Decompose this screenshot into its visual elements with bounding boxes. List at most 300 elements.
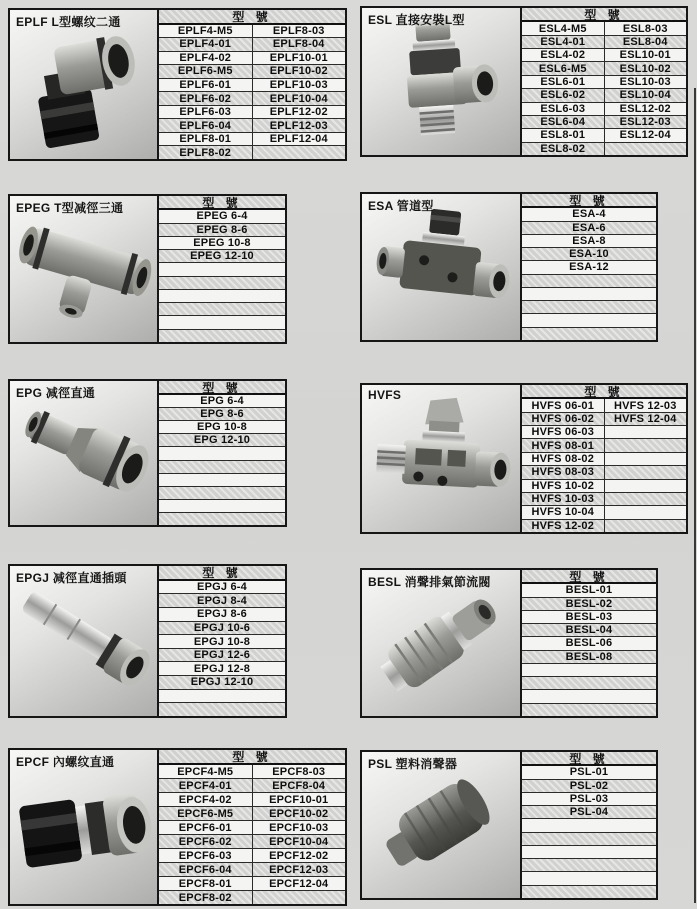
model-cell: EPG 8-6 <box>200 408 244 421</box>
model-cell: EPCF6-M5 <box>177 807 234 820</box>
model-cell: PSL-01 <box>569 766 609 779</box>
table-row <box>522 859 656 872</box>
model-cell: ESL4-01 <box>540 35 586 48</box>
table-row <box>159 690 285 704</box>
model-table-hvfs <box>522 383 688 534</box>
model-cell: ESL10-01 <box>604 49 687 61</box>
model-cell: EPCF10-03 <box>252 821 346 834</box>
model-table-header: 型 號 <box>159 10 345 25</box>
model-cell <box>522 275 656 287</box>
model-cell: HVFS 10-02 <box>531 479 595 492</box>
model-table-header: 型 號 <box>159 750 345 765</box>
model-cell: ESL12-03 <box>604 116 687 128</box>
table-row <box>522 22 686 35</box>
table-row <box>159 581 285 595</box>
model-cell: EPLF6-M5 <box>177 65 233 78</box>
model-table-header: 型 號 <box>522 570 656 584</box>
model-cell: ESL12-02 <box>604 103 687 115</box>
model-cell: EPLF6-02 <box>179 92 232 105</box>
table-row <box>522 466 686 479</box>
table-row <box>159 821 345 835</box>
model-cell: EPEG 6-4 <box>196 210 248 223</box>
epcf-photo-box <box>8 748 159 906</box>
table-row <box>522 677 656 690</box>
table-row <box>522 846 656 859</box>
table-row <box>159 133 345 147</box>
table-row <box>159 474 285 487</box>
model-cell: HVFS 06-01 <box>531 399 595 412</box>
model-cell: EPLF10-04 <box>252 92 346 105</box>
model-cell: EPCF8-02 <box>178 891 232 904</box>
model-cell: HVFS 12-03 <box>604 399 687 411</box>
table-row <box>522 637 656 650</box>
model-cell <box>522 704 656 716</box>
model-cell <box>604 439 687 451</box>
table-row <box>159 793 345 807</box>
model-cell: EPLF4-M5 <box>177 24 233 37</box>
table-row <box>159 487 285 500</box>
model-cell <box>604 480 687 492</box>
model-table-epgj <box>159 564 287 718</box>
model-cell: EPGJ 12-10 <box>190 676 254 689</box>
model-cell <box>604 453 687 465</box>
besl-muffler-throttle-photo <box>362 570 520 716</box>
table-row <box>159 835 345 849</box>
table-row <box>159 863 345 877</box>
model-cell: EPG 10-8 <box>197 421 247 434</box>
table-row <box>522 76 686 89</box>
model-cell <box>159 316 285 328</box>
section-title: BESL 消聲排氣節流閥 <box>368 575 491 589</box>
model-cell: EPEG 8-6 <box>196 223 248 236</box>
table-row <box>522 222 656 235</box>
model-table-epg <box>159 379 287 527</box>
model-cell <box>522 301 656 313</box>
model-cell <box>604 506 687 518</box>
model-cell: EPCF10-04 <box>252 835 346 848</box>
table-row <box>522 143 686 155</box>
table-row <box>522 584 656 597</box>
model-cell: ESL8-03 <box>604 22 687 34</box>
model-cell: EPCF6-03 <box>178 849 232 862</box>
model-table-header: 型 號 <box>522 8 686 22</box>
model-cell <box>159 703 285 716</box>
table-row <box>522 766 656 779</box>
section-title: EPGJ 减徑直通插頭 <box>16 571 127 585</box>
model-cell: ESL8-02 <box>540 142 586 155</box>
table-row <box>159 250 285 263</box>
model-cell: EPLF8-03 <box>252 25 346 38</box>
table-row <box>522 690 656 703</box>
table-row <box>522 235 656 248</box>
section-epeg <box>8 194 287 344</box>
table-row <box>522 651 656 664</box>
model-cell: EPGJ 10-8 <box>193 635 251 648</box>
table-row <box>159 408 285 421</box>
table-row <box>522 314 656 327</box>
table-row <box>159 807 345 821</box>
model-cell <box>159 513 285 525</box>
model-cell: EPCF8-03 <box>252 765 346 778</box>
table-row <box>522 493 686 506</box>
model-cell: ESA-12 <box>569 261 609 274</box>
table-row <box>159 703 285 716</box>
table-row <box>159 662 285 676</box>
model-cell <box>522 328 656 340</box>
section-psl <box>360 750 658 900</box>
model-cell: EPLF12-02 <box>252 106 346 119</box>
table-row <box>522 806 656 819</box>
table-row <box>522 301 656 314</box>
table-row <box>522 275 656 288</box>
table-row <box>159 237 285 250</box>
model-cell <box>604 493 687 505</box>
table-row <box>522 426 686 439</box>
table-row <box>522 36 686 49</box>
model-cell: EPGJ 6-4 <box>197 580 247 593</box>
model-table-header: 型 號 <box>159 381 285 395</box>
model-cell <box>522 872 656 884</box>
psl-photo-box <box>360 750 522 900</box>
model-cell <box>604 143 687 155</box>
model-cell: PSL-02 <box>569 779 609 792</box>
model-cell: EPLF10-03 <box>252 79 346 92</box>
model-cell: EPCF4-01 <box>178 779 232 792</box>
model-cell: EPGJ 12-8 <box>193 662 251 675</box>
table-row <box>159 65 345 79</box>
section-epg <box>8 379 287 527</box>
table-row <box>159 92 345 106</box>
table-row <box>159 79 345 93</box>
table-row <box>159 513 285 525</box>
table-row <box>159 146 345 159</box>
model-cell <box>522 314 656 326</box>
section-title: PSL 塑料消聲器 <box>368 757 458 771</box>
model-cell: ESA-4 <box>572 208 606 221</box>
table-row <box>522 62 686 75</box>
table-row <box>522 872 656 885</box>
table-row <box>522 399 686 412</box>
table-row <box>159 263 285 276</box>
model-cell <box>604 466 687 478</box>
model-cell <box>159 277 285 289</box>
eplf-elbow-fitting-photo <box>10 10 157 159</box>
section-title: EPCF 內螺纹直通 <box>16 755 115 769</box>
model-cell: HVFS 08-01 <box>531 439 595 452</box>
model-cell <box>159 447 285 459</box>
model-cell: EPCF8-04 <box>252 779 346 792</box>
model-table-header: 型 號 <box>522 194 656 208</box>
section-hvfs <box>360 383 688 534</box>
table-row <box>522 480 686 493</box>
model-cell <box>159 290 285 302</box>
model-cell: EPG 6-4 <box>200 395 244 408</box>
table-row <box>159 290 285 303</box>
model-cell: ESA-6 <box>572 221 606 234</box>
model-cell <box>159 461 285 473</box>
model-cell: PSL-04 <box>569 806 609 819</box>
model-cell <box>159 487 285 499</box>
section-epcf <box>8 748 347 906</box>
model-cell <box>604 426 687 438</box>
model-cell <box>522 664 656 676</box>
section-besl <box>360 568 658 718</box>
epgj-plug-reducer-photo <box>10 566 157 716</box>
model-cell: ESL12-04 <box>604 129 687 141</box>
model-cell: EPGJ 8-4 <box>197 594 247 607</box>
model-cell: EPLF6-03 <box>179 106 232 119</box>
section-esl <box>360 6 688 157</box>
model-cell: HVFS 10-04 <box>531 506 595 519</box>
table-row <box>159 106 345 120</box>
table-row <box>522 413 686 426</box>
model-cell: BESL-04 <box>565 624 613 637</box>
section-esa <box>360 192 658 342</box>
esa-inline-valve-photo <box>362 194 520 340</box>
table-row <box>159 434 285 447</box>
model-cell: EPCF10-01 <box>252 793 346 806</box>
model-cell: ESL6-04 <box>540 116 586 129</box>
table-row <box>522 664 656 677</box>
table-row <box>522 248 656 261</box>
table-row <box>159 849 345 863</box>
table-row <box>159 303 285 316</box>
table-row <box>159 877 345 891</box>
model-cell: EPGJ 10-6 <box>193 621 251 634</box>
section-title: ESA 管道型 <box>368 199 434 213</box>
model-cell: ESL10-04 <box>604 89 687 101</box>
model-cell: EPCF4-02 <box>178 793 232 806</box>
besl-photo-box <box>360 568 522 718</box>
model-cell: HVFS 12-04 <box>604 413 687 425</box>
model-cell <box>159 330 285 342</box>
esl-speed-controller-photo <box>362 8 520 155</box>
table-row <box>522 116 686 129</box>
model-cell: ESL6-01 <box>540 75 586 88</box>
table-row <box>159 224 285 237</box>
section-title: ESL 直接安裝L型 <box>368 13 465 27</box>
epeg-photo-box <box>8 194 159 344</box>
model-cell: ESL8-04 <box>604 36 687 48</box>
model-cell <box>604 520 687 532</box>
model-cell: HVFS 12-02 <box>531 519 595 532</box>
model-cell <box>522 859 656 871</box>
table-row <box>522 103 686 116</box>
table-row <box>159 316 285 329</box>
model-cell: EPCF6-01 <box>178 821 232 834</box>
model-cell: EPLF12-04 <box>252 133 346 146</box>
model-cell: BESL-06 <box>565 637 613 650</box>
model-cell: EPLF6-01 <box>179 79 232 91</box>
model-cell <box>252 146 346 159</box>
model-cell <box>522 833 656 845</box>
model-cell: ESL8-01 <box>540 129 586 142</box>
model-cell: ESL6-02 <box>540 89 586 102</box>
model-cell: ESL10-02 <box>604 62 687 74</box>
epcf-female-union-photo <box>10 750 157 904</box>
model-cell: EPCF12-04 <box>252 877 346 890</box>
model-table-esa <box>522 192 658 342</box>
table-row <box>522 288 656 301</box>
section-title: EPLF L型螺纹二通 <box>16 15 121 29</box>
table-row <box>522 439 686 452</box>
epgj-photo-box <box>8 564 159 718</box>
model-cell <box>159 303 285 315</box>
table-row <box>522 261 656 274</box>
model-cell: EPEG 12-10 <box>190 250 254 263</box>
model-cell: HVFS 08-03 <box>531 466 595 479</box>
table-row <box>159 330 285 342</box>
model-cell: HVFS 06-02 <box>531 412 595 425</box>
table-row <box>159 421 285 434</box>
eplf-photo-box <box>8 8 159 161</box>
psl-plastic-muffler-photo <box>362 752 520 898</box>
table-row <box>159 649 285 663</box>
model-cell: EPLF10-02 <box>252 65 346 78</box>
model-cell <box>522 677 656 689</box>
table-row <box>159 608 285 622</box>
model-cell: EPCF6-02 <box>178 835 232 848</box>
epeg-tee-fitting-photo <box>10 196 157 342</box>
table-row <box>522 506 686 519</box>
model-table-besl <box>522 568 658 718</box>
table-row <box>522 886 656 898</box>
model-cell: EPCF6-04 <box>178 863 232 876</box>
table-row <box>159 38 345 52</box>
model-table-header: 型 號 <box>159 196 285 210</box>
model-cell <box>522 819 656 831</box>
table-row <box>159 635 285 649</box>
epg-reducer-union-photo <box>10 381 157 525</box>
table-row <box>159 779 345 793</box>
table-row <box>522 328 656 340</box>
scan-edge-artifact <box>694 88 696 903</box>
model-cell: EPCF12-03 <box>252 863 346 876</box>
model-cell: EPG 12-10 <box>193 434 251 447</box>
table-row <box>522 793 656 806</box>
model-table-psl <box>522 750 658 900</box>
model-cell: HVFS 10-03 <box>531 493 595 506</box>
esa-photo-box <box>360 192 522 342</box>
model-cell: BESL-03 <box>565 610 613 623</box>
model-table-header: 型 號 <box>159 566 285 581</box>
model-cell <box>159 500 285 512</box>
model-cell: EPCF4-M5 <box>177 765 234 778</box>
model-cell: EPLF6-04 <box>179 119 232 132</box>
table-row <box>522 453 686 466</box>
model-cell <box>159 474 285 486</box>
model-table-header: 型 號 <box>522 385 686 399</box>
model-cell: ESL4-M5 <box>538 22 587 35</box>
table-row <box>522 819 656 832</box>
model-table-epcf <box>159 748 347 906</box>
model-cell: ESL10-03 <box>604 76 687 88</box>
table-row <box>522 833 656 846</box>
section-title: EPG 减徑直通 <box>16 386 96 400</box>
table-row <box>522 129 686 142</box>
model-cell <box>522 690 656 702</box>
table-row <box>159 594 285 608</box>
model-cell: EPCF10-02 <box>252 807 346 820</box>
table-row <box>522 780 656 793</box>
model-cell: BESL-01 <box>565 584 613 597</box>
hvfs-photo-box <box>360 383 522 534</box>
model-cell: ESA-10 <box>569 248 609 261</box>
hvfs-hand-valve-photo <box>362 385 520 532</box>
section-epgj <box>8 564 287 718</box>
model-cell: EPLF4-01 <box>179 38 232 51</box>
table-row <box>159 891 345 904</box>
section-title: EPEG T型减徑三通 <box>16 201 124 215</box>
epg-photo-box <box>8 379 159 527</box>
table-row <box>522 208 656 221</box>
table-row <box>159 210 285 223</box>
table-row <box>159 500 285 513</box>
model-cell: ESL6-03 <box>540 102 586 115</box>
model-cell: PSL-03 <box>569 792 609 805</box>
model-table-esl <box>522 6 688 157</box>
table-row <box>522 611 656 624</box>
table-row <box>159 765 345 779</box>
model-cell <box>522 886 656 898</box>
model-cell <box>522 846 656 858</box>
table-row <box>159 25 345 39</box>
table-row <box>159 676 285 690</box>
model-cell: EPLF8-04 <box>252 38 346 51</box>
model-cell: ESL6-M5 <box>538 62 587 75</box>
model-cell: EPGJ 8-6 <box>197 608 247 621</box>
model-cell: EPLF8-02 <box>179 146 232 159</box>
section-title: HVFS <box>368 388 402 402</box>
model-cell: EPLF12-03 <box>252 119 346 132</box>
table-row <box>522 520 686 532</box>
model-cell: EPCF8-01 <box>178 877 232 890</box>
model-table-eplf <box>159 8 347 161</box>
table-row <box>522 598 656 611</box>
model-cell: EPLF10-01 <box>252 52 346 65</box>
table-row <box>159 461 285 474</box>
table-row <box>522 704 656 716</box>
model-cell <box>252 891 346 904</box>
model-cell: BESL-08 <box>565 650 613 663</box>
table-row <box>159 395 285 408</box>
model-cell: EPLF8-01 <box>179 133 232 146</box>
model-cell <box>159 690 285 703</box>
model-cell: EPGJ 12-6 <box>193 649 251 662</box>
model-cell: ESA-8 <box>572 234 606 247</box>
esl-photo-box <box>360 6 522 157</box>
table-row <box>159 277 285 290</box>
table-row <box>159 622 285 636</box>
table-row <box>522 624 656 637</box>
model-cell: HVFS 08-02 <box>531 452 595 465</box>
table-row <box>522 49 686 62</box>
model-cell <box>159 263 285 275</box>
model-cell: ESL4-02 <box>540 49 586 62</box>
model-table-header: 型 號 <box>522 752 656 766</box>
model-cell: EPEG 10-8 <box>193 236 251 249</box>
model-cell: BESL-02 <box>565 597 613 610</box>
section-eplf <box>8 8 347 161</box>
table-row <box>159 52 345 66</box>
model-cell <box>522 288 656 300</box>
model-cell: HVFS 06-03 <box>531 426 595 439</box>
model-table-epeg <box>159 194 287 344</box>
model-cell: EPLF4-02 <box>179 51 232 64</box>
table-row <box>159 119 345 133</box>
model-cell: EPCF12-02 <box>252 849 346 862</box>
table-row <box>159 447 285 460</box>
